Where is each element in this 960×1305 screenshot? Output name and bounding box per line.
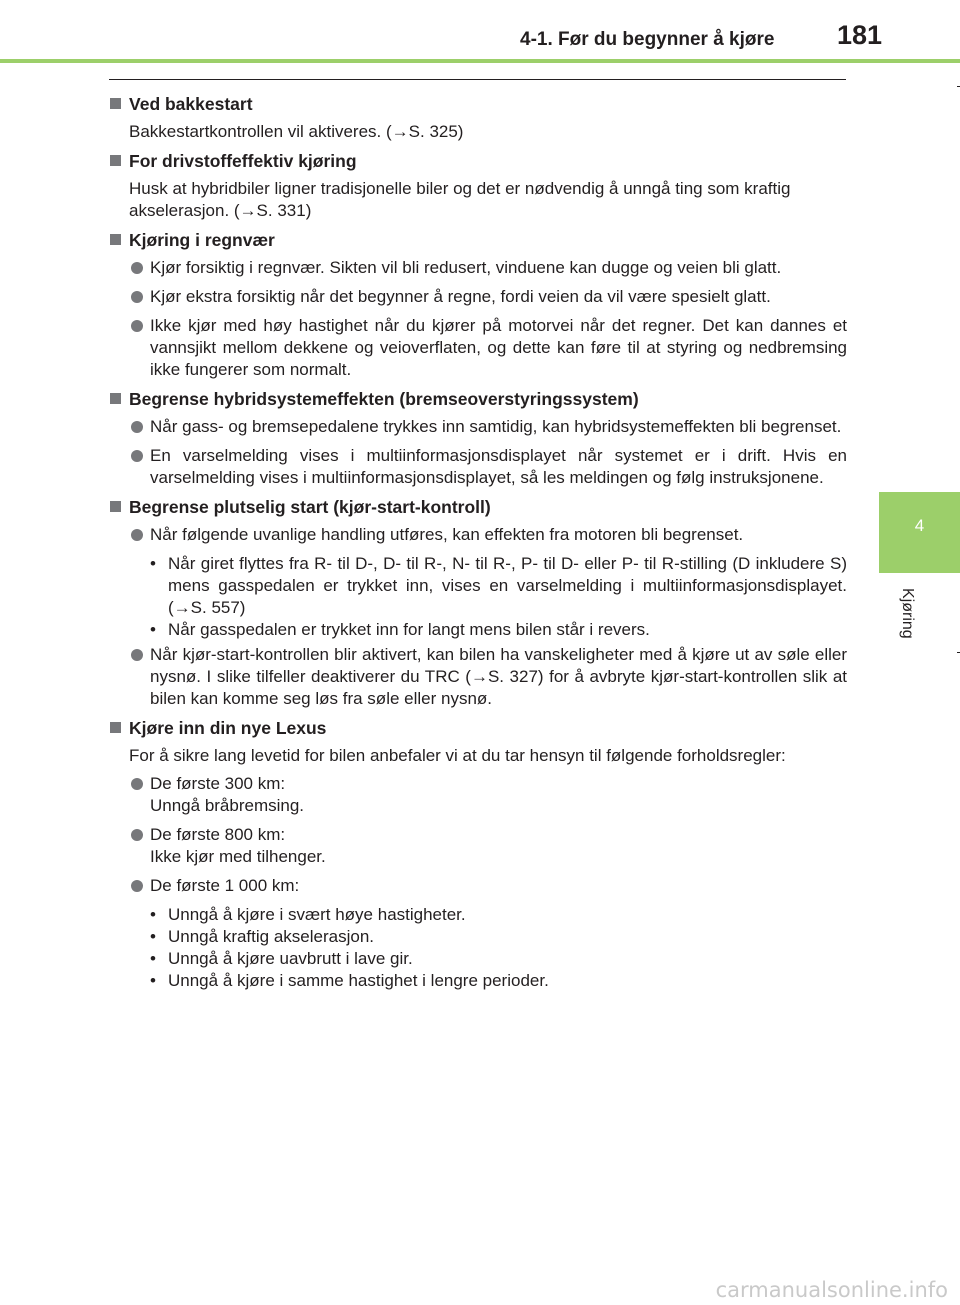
sub-list bbox=[109, 553, 847, 641]
list-item: Når følgende uvanlige handling utføres, kan effekten fra motoren bli begrenset. bbox=[109, 524, 847, 546]
round-bullet-icon bbox=[131, 262, 143, 274]
section-heading: Begrense plutselig start (kjør-start-kontroll) bbox=[109, 496, 847, 518]
list-item: Ikke kjør med høy hastighet når du kjører på motorvei når det regner. Det kan dannes et vannsjikt mellom dekkene og veioverflaten, og dette kan føre til at styring og nedbremsing ikke fungerer som normalt. bbox=[109, 315, 847, 381]
small-bullet-icon: • bbox=[150, 620, 156, 639]
list-item: De første 800 km: Ikke kjør med tilhenger. bbox=[109, 824, 847, 868]
section-paragraph: Bakkestartkontrollen vil aktiveres. (→S. 325) bbox=[129, 122, 464, 141]
section-heading: Kjøre inn din nye Lexus bbox=[109, 717, 847, 739]
square-bullet-icon bbox=[110, 501, 121, 512]
small-bullet-icon: • bbox=[150, 949, 156, 968]
section-heading: Ved bakkestart bbox=[109, 93, 847, 115]
round-bullet-icon bbox=[131, 649, 143, 661]
chapter-tab-number: 4 bbox=[914, 516, 925, 535]
sub-list-item: • Unngå å kjøre uavbrutt i lave gir. bbox=[150, 949, 413, 968]
small-bullet-icon: • bbox=[150, 554, 156, 573]
small-bullet-icon: • bbox=[150, 905, 156, 924]
sub-list-item: • Når giret flyttes fra R- til D-, D- til R-, N- til R-, P- til D- eller P- til R-stilling (D inkludere S) mens gasspedalen er trykket inn, vises en varselmelding i multiinformasjonsdisplayet. (→S. 557) bbox=[150, 554, 847, 617]
list-item: De første 300 km: Unngå bråbremsing. bbox=[109, 773, 847, 817]
section-heading: Begrense hybridsystemeffekten (bremseoverstyringssystem) bbox=[109, 388, 847, 410]
section-heading: For drivstoffeffektiv kjøring bbox=[109, 150, 847, 172]
list-item: Når kjør-start-kontrollen blir aktivert, kan bilen ha vanskeligheter med å kjøre ut av søle eller nysnø. I slike tilfeller deaktiverer du TRC (→S. 327) for å avbryte kjør-start-kontrollen slik at bilen kan komme seg løs fra søle eller nysnø. bbox=[109, 644, 847, 710]
header-rule bbox=[0, 59, 960, 63]
round-bullet-icon bbox=[131, 320, 143, 332]
page-number: 181 bbox=[837, 20, 883, 50]
section-heading: Kjøring i regnvær bbox=[109, 229, 847, 251]
section-paragraph: Husk at hybridbiler ligner tradisjonelle biler og det er nødvendig å unngå ting som kraftig akselerasjon. (→S. 331) bbox=[129, 179, 791, 220]
round-bullet-icon bbox=[131, 529, 143, 541]
sub-list-item: • Unngå kraftig akselerasjon. bbox=[150, 927, 375, 946]
section-drive-start-control bbox=[109, 496, 847, 710]
small-bullet-icon: • bbox=[150, 971, 156, 990]
section-brake-override bbox=[109, 388, 847, 489]
list-item: Kjør forsiktig i regnvær. Sikten vil bli redusert, vinduene kan dugge og veien bli glatt. bbox=[109, 257, 847, 279]
square-bullet-icon bbox=[110, 98, 121, 109]
sub-list bbox=[109, 904, 847, 992]
section-rain-driving bbox=[109, 229, 847, 381]
section-paragraph: For å sikre lang levetid for bilen anbefaler vi at du tar hensyn til følgende forholdsregler: bbox=[129, 746, 786, 765]
chapter-tab-label: Kjøring bbox=[899, 588, 916, 639]
square-bullet-icon bbox=[110, 234, 121, 245]
list-item: Når gass- og bremsepedalene trykkes inn samtidig, kan hybridsystemeffekten bli begrenset. bbox=[109, 416, 847, 438]
section-hill-start bbox=[109, 93, 847, 143]
chapter-tab[interactable] bbox=[879, 492, 960, 573]
round-bullet-icon bbox=[131, 829, 143, 841]
round-bullet-icon bbox=[131, 421, 143, 433]
round-bullet-icon bbox=[131, 450, 143, 462]
section-fuel-efficiency bbox=[109, 150, 847, 222]
round-bullet-icon bbox=[131, 291, 143, 303]
watermark: carmanualsonline.info bbox=[715, 1278, 948, 1302]
square-bullet-icon bbox=[110, 393, 121, 404]
page-content bbox=[109, 93, 847, 999]
round-bullet-icon bbox=[131, 778, 143, 790]
sub-list-item: • Unngå å kjøre i svært høye hastigheter. bbox=[150, 905, 466, 924]
list-item: En varselmelding vises i multiinformasjonsdisplayet når systemet er i drift. Hvis en varselmelding vises i multiinformasjonsdisplayet, så les meldingen og følg instruksjonene. bbox=[109, 445, 847, 489]
square-bullet-icon bbox=[110, 155, 121, 166]
list-item: De første 1 000 km: bbox=[109, 875, 847, 897]
header-divider bbox=[109, 79, 846, 80]
small-bullet-icon: • bbox=[150, 927, 156, 946]
section-header-title: 4-1. Før du begynner å kjøre bbox=[520, 29, 775, 50]
list-item: Kjør ekstra forsiktig når det begynner å regne, fordi veien da vil være spesielt glatt. bbox=[109, 286, 847, 308]
sub-list-item: • Når gasspedalen er trykket inn for langt mens bilen står i revers. bbox=[150, 620, 650, 639]
round-bullet-icon bbox=[131, 880, 143, 892]
section-break-in bbox=[109, 717, 847, 992]
square-bullet-icon bbox=[110, 722, 121, 733]
sub-list-item: • Unngå å kjøre i samme hastighet i lengre perioder. bbox=[150, 971, 549, 990]
